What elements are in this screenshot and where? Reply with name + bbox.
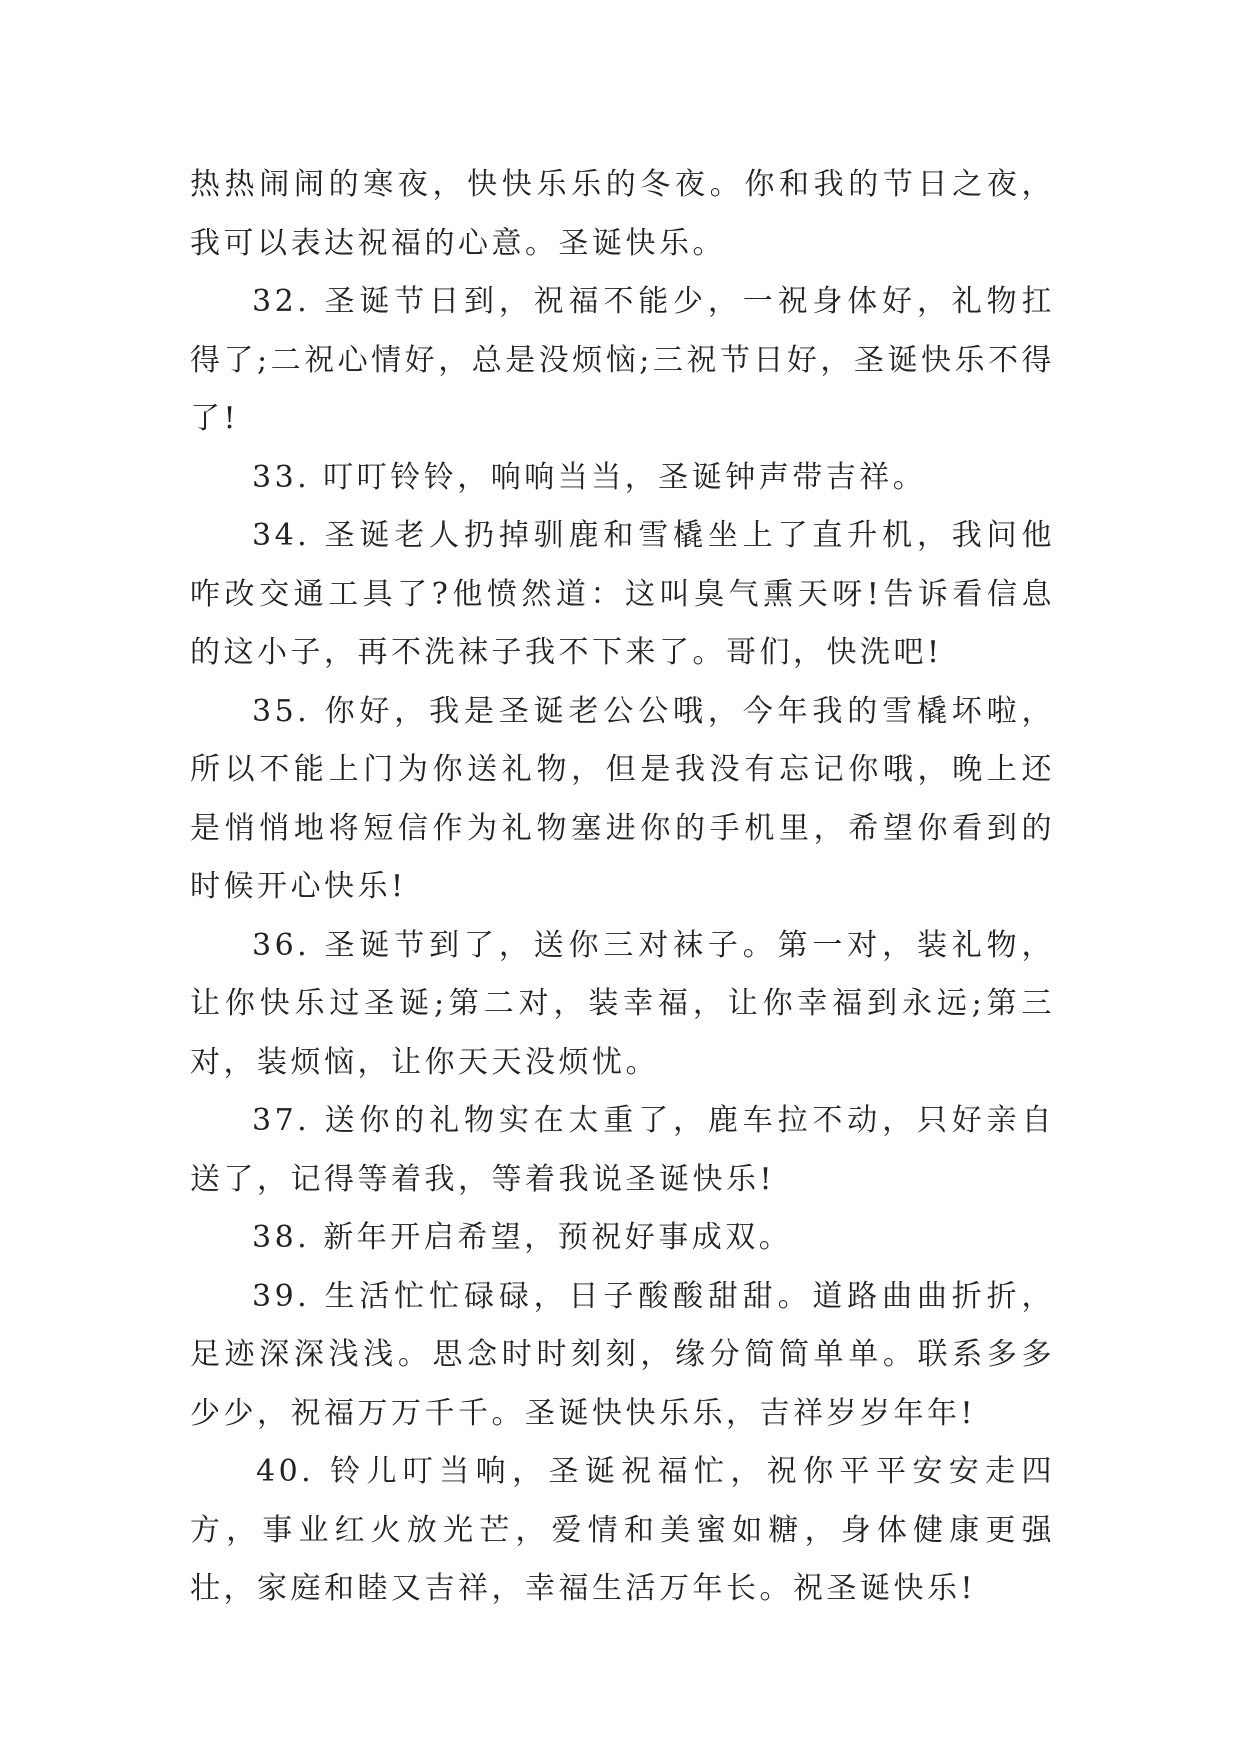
paragraph-32: 32. 圣诞节日到，祝福不能少，一祝身体好，礼物扛得了;二祝心情好，总是没烦恼;三祝节日好，圣诞快乐不得了! (190, 284, 1055, 436)
paragraph-38: 38. 新年开启希望，预祝好事成双。 (252, 1220, 793, 1255)
paragraph-40: 40. 铃儿叮当响，圣诞祝福忙，祝你平平安安走四方，事业红火放光芒，爱情和美蜜如糖，身体健康更强壮，家庭和睦又吉祥，幸福生活万年长。祝圣诞快乐! (190, 1454, 1055, 1606)
paragraph-34: 34. 圣诞老人扔掉驯鹿和雪橇坐上了直升机，我问他咋改交通工具了?他愤然道：这叫臭气熏天呀!告诉看信息的这小子，再不洗袜子我不下来了。哥们，快洗吧! (190, 518, 1055, 670)
paragraph-35: 35. 你好，我是圣诞老公公哦，今年我的雪橇坏啦，所以不能上门为你送礼物，但是我没有忘记你哦，晚上还是悄悄地将短信作为礼物塞进你的手机里，希望你看到的时候开心快乐! (190, 693, 1055, 904)
paragraph-intro: 热热闹闹的寒夜，快快乐乐的冬夜。你和我的节日之夜，我可以表达祝福的心意。圣诞快乐。 (190, 167, 1055, 261)
paragraph-37: 37. 送你的礼物实在太重了，鹿车拉不动，只好亲自送了，记得等着我，等着我说圣诞快乐! (190, 1103, 1055, 1197)
paragraph-39: 39. 生活忙忙碌碌，日子酸酸甜甜。道路曲曲折折，足迹深深浅浅。思念时时刻刻，缘分简简单单。联系多多少少，祝福万万千千。圣诞快快乐乐，吉祥岁岁年年! (190, 1278, 1055, 1431)
document-body (190, 156, 1055, 1619)
paragraph-36: 36. 圣诞节到了，送你三对袜子。第一对，装礼物，让你快乐过圣诞;第二对，装幸福，让你幸福到永远;第三对，装烦恼，让你天天没烦忧。 (190, 927, 1055, 1080)
paragraph-33: 33. 叮叮铃铃，响响当当，圣诞钟声带吉祥。 (252, 459, 927, 495)
